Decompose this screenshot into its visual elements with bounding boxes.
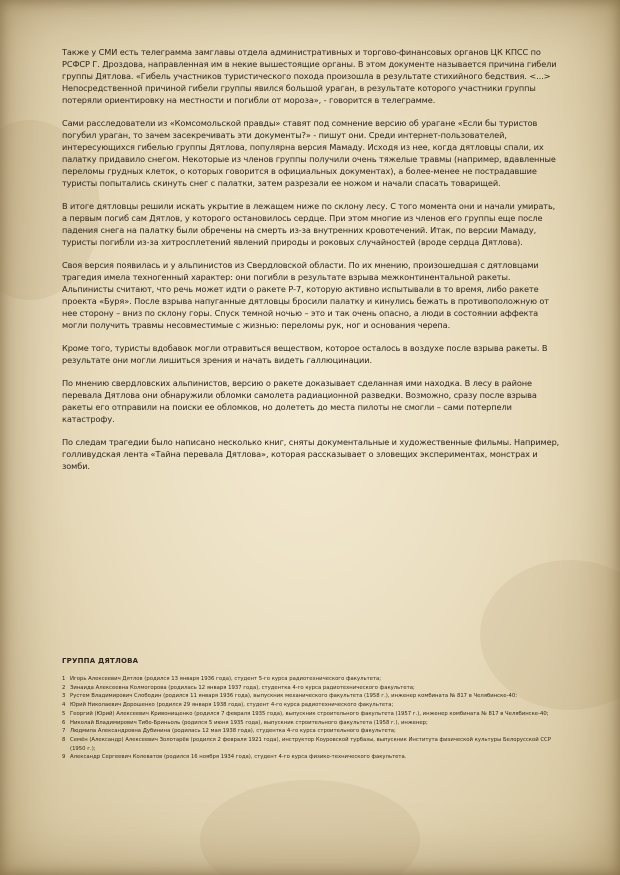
paper-stain [200, 780, 420, 875]
member-number: 4 [62, 702, 66, 709]
article-paragraph: По мнению свердловских альпинистов, версию о ракете доказывает сделанная ими находка. В лесу в районе перевала Дятлова они обнаружили обломки самолета радиационной разведки. Возможно, сразу после взрыва ракеты его отправили на поиски ее обломков, но долететь до места пилоты не смогли – сами потерпели катастрофу. [62, 378, 537, 424]
article-paragraph: По следам трагедии было написано несколько книг, сняты документальные и художественные фильмы. Например, голливудская лента «Тайна перевала Дятлова», которая рассказывает о зловещих экспериментах, монстрах и зомби. [62, 437, 560, 471]
list-item [62, 753, 552, 762]
list-item [62, 736, 552, 753]
member-number: 8 [62, 736, 66, 743]
member-text: Георгий (Юрий) Алексеевич Кривонищенко (родился 7 февраля 1935 года), выпускник строительного факультета (1957 г.), инженер комбината № 817 в Челябинске-40; [70, 710, 549, 717]
member-text: Николай Владимирович Тибо-Бриньоль (родился 5 июня 1935 года), выпускник строительного факультета (1958 г.), инженер; [70, 719, 428, 726]
member-number: 3 [62, 693, 66, 700]
list-item [62, 719, 552, 728]
member-number: 1 [62, 676, 66, 682]
member-text: Юрий Николаевич Дорошенко (родился 29 января 1938 года), студент 4-го курса радиотехнического факультета; [70, 702, 394, 709]
article-paragraph: Кроме того, туристы вдобавок могли отравиться веществом, которое осталось в воздухе после взрыва ракеты. В результате они могли лишиться зрения и начать видеть галлюцинации. [62, 343, 548, 365]
list-item [62, 710, 552, 719]
article-paragraph: Сами расследователи из «Комсомольской правды» ставят под сомнение версию об урагане «Если бы туристов погубил ураган, то зачем засекречивать эти документы?» - пишут они. Среди интернет-пользователей, интересующихся гибелью группы Дятлова, популярна версия Мамаду. Исходя из нее, когда дятловцы спали, их палатку придавило снегом. Некоторые из членов группы получили очень тяжелые травмы (например, вдавленные переломы грудных клеток, о которых говорится в официальных документах), а более-менее не пострадавшие туристы попытались скинуть снег с палатки, затем разрезали ее ножом и начали спасать товарищей. [62, 118, 556, 188]
member-number: 7 [62, 728, 66, 735]
member-text: Семён (Александр) Алексеевич Золотарёв (родился 2 февраля 1921 года), инструктор Коуровской турбазы, выпускник Института физической культуры Белорусской ССР (1950 г.); [70, 736, 551, 752]
member-number: 9 [62, 754, 66, 761]
list-item [62, 692, 552, 701]
list-item [62, 675, 552, 684]
member-text: Рустем Владимирович Слободин (родился 11 января 1936 года), выпускник механического факультета (1958 г.), инженер комбината № 817 в Челябинске-40; [70, 693, 517, 700]
list-item [62, 727, 552, 736]
member-number: 5 [62, 710, 66, 717]
list-item [62, 684, 552, 693]
article-paragraph: Также у СМИ есть телеграмма замглавы отдела административных и торгово-финансовых органов ЦК КПСС по РСФСР Г. Дроздова, направленная им в некие вышестоящие органы. В этом документе называется причина гибели группы Дятлова. «Гибель участников туристического похода произошла в результате стихийного бедствия. <...> Непосредственной причиной гибели группы явился большой ураган, в результате которого участники группы потеряли ориентировку на местности и погибли от мороза», - говорится в телеграмме. [62, 47, 557, 105]
article-body [62, 46, 562, 483]
article-paragraph: В итоге дятловцы решили искать укрытие в лежащем ниже по склону лесу. С того момента они и начали умирать, а первым погиб сам Дятлов, у которого остановилось сердце. При этом многие из членов его группы еще после падения снега на палатку были обречены на смерть из-за внутренних кровотечений. Итак, по версии Мамаду, туристы погибли из-за хитросплетений явлений природы и роковых случайностей (вроде сердца Дятлова). [62, 201, 556, 247]
member-text: Зинаида Алексеевна Колмогорова (родилась 12 января 1937 года), студентка 4-го курса радиотехнического факультета; [70, 684, 415, 691]
member-text: Игорь Алексеевич Дятлов (родился 13 января 1936 года), студент 5-го курса радиотехнического факультета; [70, 676, 382, 682]
member-text: Людмила Александровна Дубинина (родилась 12 мая 1938 года), студентка 4-го курса строительного факультета; [70, 728, 396, 735]
member-number: 6 [62, 719, 66, 726]
group-member-list [62, 675, 552, 762]
group-title: ГРУППА ДЯТЛОВА [62, 657, 139, 665]
group-section [62, 657, 552, 762]
list-item [62, 701, 552, 710]
article-paragraph: Своя версия появилась и у альпинистов из Свердловской области. По их мнению, произошедшая с дятловцами трагедия имела техногенный характер: они погибли в результате взрыва межконтинентальной ракеты. Альпинисты считают, что речь может идти о ракете Р-7, которую активно испытывали в то время, либо ракете проекта «Буря». После взрыва напуганные дятловцы бросили палатку и кинулись бежать в противоположную от нее сторону – вниз по склону горы. Спуск темной ночью – это и так очень опасно, а люди в состоянии аффекта могли получить травмы несовместимые с жизнью: переломы рук, ног и основания черепа. [62, 260, 549, 330]
member-text: Александр Сергеевич Колеватов (родился 16 ноября 1934 года), студент 4-го курса физико-технического факультета. [70, 754, 407, 761]
member-number: 2 [62, 684, 66, 691]
